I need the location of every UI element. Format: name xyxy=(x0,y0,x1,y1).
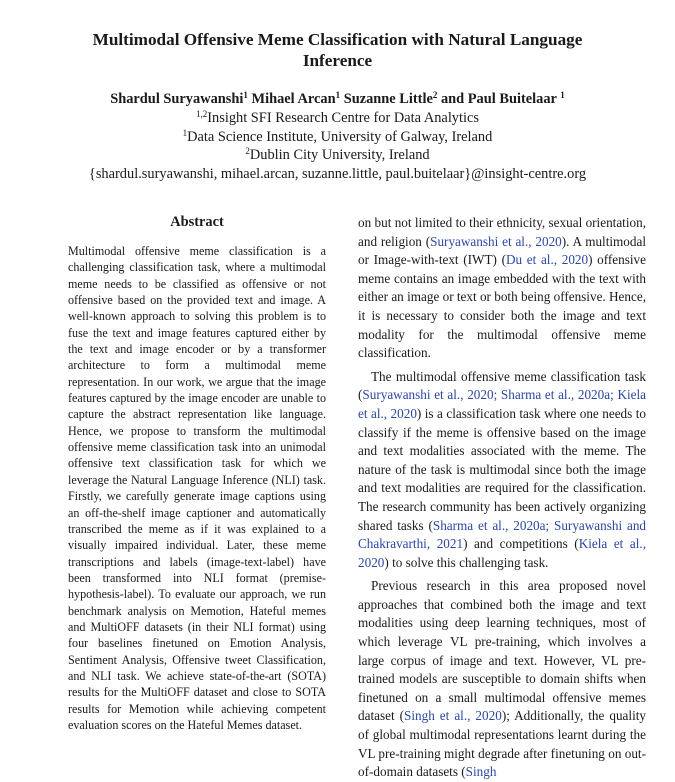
citation-link[interactable]: Suryawanshi and Chakravarthi, 2021 xyxy=(358,517,647,552)
author-name: Shardul Suryawanshi xyxy=(110,91,244,107)
affiliation-marker: 1 xyxy=(243,90,248,100)
citation-link[interactable]: Suryawanshi et al., 2020 xyxy=(430,233,562,249)
affiliation-marker: 2 xyxy=(432,90,438,100)
citation-link[interactable]: Kiela et al., 2020 xyxy=(358,536,647,570)
citation-link[interactable]: Sharma et al., 2020a xyxy=(500,387,611,403)
abstract-text: Multimodal offensive meme classification is a challenging classification task, where a multimodal meme needs to be classified as offensive or not offensive based on the provided text and image. A well-known approach to solving this problem is to fuse the text and image features captured either by the text and image encoder or by a transformer architecture to form a multimodal meme representation. In our work, we argue that the image features captured by the image encoder are unable to capture the abstract representation like language. Hence, we propose to transform the multimodal offensive meme classification task into an unimodal offensive text classification task for which we leverage the Natural Language Inference (NLI) task. Firstly, we carefully generate image captions using an off-the-shelf image captioner and automatically transcribed the meme as if it was explained to a visually impaired individual. Later, these meme transcriptions and labels (image-text-label) have been transformed into NLI format (premise-hypothesis-label). To evaluate our approach, we run benchmark analysis on Memotion, Hateful memes and MultiOFF datasets (in their NLI format) using four baselines finetuned on Emotion Analysis, Sentiment Analysis, Offensive tweet Classification, and NLI task. We achieve state-of-the-art (SOTA) results for the MultiOFF dataset and close to SOTA results for Memotion while achieving competent evaluation scores on the Hateful Memes dataset. xyxy=(68,244,326,732)
citation-link[interactable]: Kiela et al., 2020 xyxy=(358,387,646,421)
affiliation-line: $^1$Data Science Institute, University of Galway, Ireland xyxy=(182,127,493,145)
citation-link[interactable]: Sharma et al., 2020a xyxy=(432,517,546,533)
author-list xyxy=(40,90,635,109)
author-emails: {shardul.suryawanshi, mihael.arcan, suzanne.little, paul.buitelaar}@insight-centre.org xyxy=(88,166,587,183)
body-paragraph: Previous research in this area proposed novel approaches that combined both the image and text modalities using deep learning techniques, most of which leverage VL pre-training, which involves a large corpus of image and text. However, VL pre-trained models are susceptible to domain shifts when finetuned on a small multimodal offensive memes dataset (Singh et al., 2020); Additionally, the quality of global multimodal representations learnt during the VL pre-training might degrade after finetuning on out-of-domain datasets (Singh xyxy=(358,578,646,780)
paper-title: Multimodal Offensive Meme Classification with Natural Language Inference xyxy=(92,30,583,70)
author-name: Mihael Arcan xyxy=(251,91,336,107)
author-block xyxy=(40,90,635,184)
author-conjunction: and xyxy=(440,91,468,107)
author-name: Paul Buitelaar xyxy=(467,91,557,107)
citation-link[interactable]: Singh xyxy=(465,764,497,780)
abstract-heading: Abstract xyxy=(170,214,224,230)
affiliation-marker: 1 xyxy=(560,90,565,100)
author-name: Suzanne Little xyxy=(343,91,433,107)
citation-link[interactable]: Du et al., 2020 xyxy=(506,252,589,268)
body-paragraph: on but not limited to their ethnicity, sexual orientation, and religion (Suryawanshi et al., 2020). A multimodal or Image-with-text (IWT) (Du et al., 2020) offensive meme contains an image embedded with the text with either an image or text or both being offensive. Hence, it is necessary to consider both the image and text modality for the multimodal offensive meme classification. xyxy=(358,215,646,361)
body-column xyxy=(358,214,646,782)
citation-link[interactable]: Suryawanshi et al., 2020 xyxy=(362,387,494,403)
affiliation-marker: 1 xyxy=(335,90,341,100)
affiliation-line: $^2$Dublin City University, Ireland xyxy=(245,146,430,164)
citation-link[interactable]: Singh et al., 2020 xyxy=(404,708,502,724)
body-paragraph: The multimodal offensive meme classification task (Suryawanshi et al., 2020; Sharma et al., 2020a; Kiela et al., 2020) is a classification task where one needs to classify if the meme is offensive based on the image and text modalities associated with the meme. The nature of the task is multimodal since both the image and text modalities are required for the classification. The research community has been actively organizing shared tasks (Sharma et al., 2020a; Suryawanshi and Chakravarthi, 2021) and competitions (Kiela et al., 2020) to solve this challenging task. xyxy=(358,368,647,570)
abstract-section xyxy=(68,213,326,733)
affiliation-line: $^{1,2}$Insight SFI Research Centre for Data Analytics xyxy=(195,108,479,126)
